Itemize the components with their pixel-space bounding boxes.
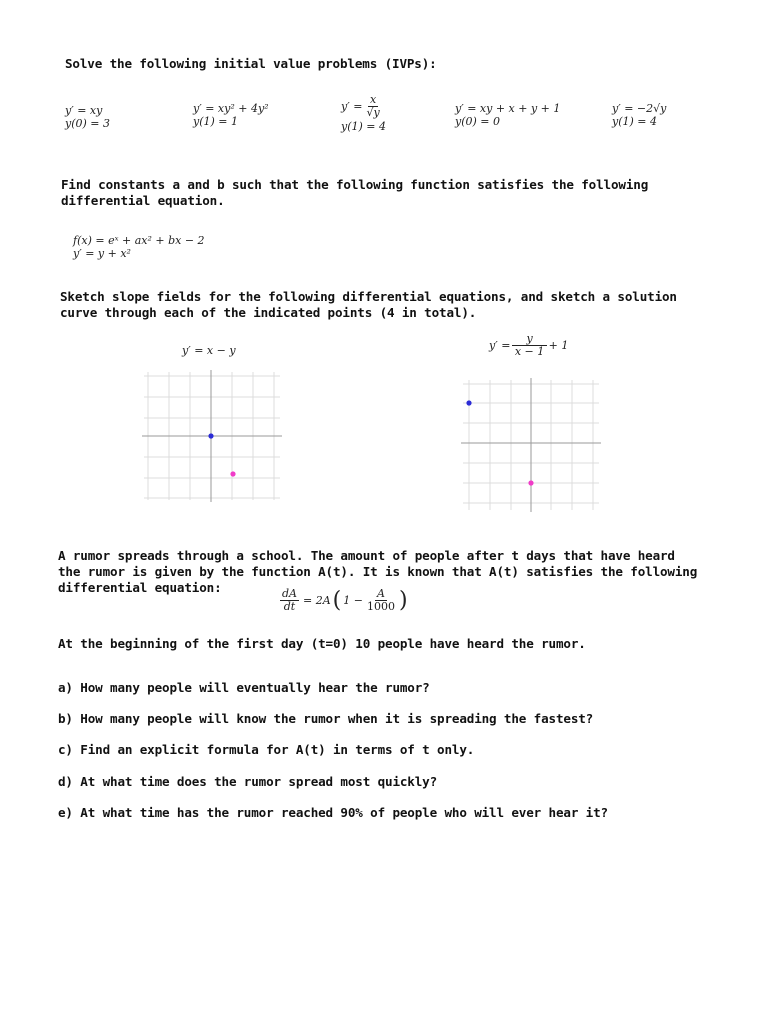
rumor-inner-fraction — [365, 588, 397, 613]
slope-field-heading-line-1: Sketch slope fields for the following differential equations, and sketch a solution — [60, 289, 677, 304]
ivp-1-initial-condition: y(0) = 3 — [65, 117, 111, 130]
ivp-1-equation: y′ = xy — [65, 104, 103, 117]
ivp-3-denominator: √y — [366, 106, 380, 119]
right-point-pink — [528, 480, 533, 485]
ivp-3-fraction — [364, 94, 381, 119]
ivp-3-initial-condition: y(1) = 4 — [341, 120, 387, 133]
question-c: c) Find an explicit formula for A(t) in terms of t only. — [58, 742, 475, 757]
right-slope-grid — [461, 378, 601, 512]
rumor-left-paren: ( — [332, 587, 342, 613]
rumor-intro-line-3: differential equation: — [58, 580, 222, 595]
function-differential-equation: y′ = y + x² — [73, 247, 131, 260]
constants-heading-line-1: Find constants a and b such that the following function satisfies the following — [61, 177, 649, 192]
right-slope-equation-lhs: y′ = — [489, 339, 511, 352]
constants-problem — [73, 234, 205, 260]
right-slope-denominator: x − 1 — [514, 345, 545, 358]
function-definition: f(x) = eˣ + ax² + bx − 2 — [73, 234, 205, 247]
rumor-lhs-fraction — [280, 588, 299, 613]
left-slope-equation: y′ = x − y — [182, 344, 236, 357]
ivp-3-equation-lhs: y′ = — [341, 100, 363, 113]
rumor-inner-denominator: 1000 — [366, 600, 395, 613]
question-d: d) At what time does the rumor spread most quickly? — [58, 774, 438, 789]
left-point-blue — [208, 433, 213, 438]
rumor-intro-line-1: A rumor spreads through a school. The amount of people after t days that have heard — [58, 548, 675, 563]
right-slope-equation — [489, 333, 568, 358]
rumor-lhs-numerator: dA — [282, 587, 297, 600]
right-point-blue — [466, 400, 471, 405]
right-slope-equation-rhs: + 1 — [548, 339, 569, 352]
ivp-5-initial-condition: y(1) = 4 — [612, 115, 658, 128]
rumor-right-paren: ) — [398, 587, 408, 613]
left-slope-grid — [142, 370, 282, 502]
rumor-inner-lhs: 1 − — [343, 594, 363, 607]
ivp-3-numerator: x — [369, 93, 377, 106]
question-a: a) How many people will eventually hear the rumor? — [58, 680, 430, 695]
right-slope-fraction — [512, 333, 546, 358]
ivp-3-equation — [341, 94, 386, 119]
left-point-pink — [230, 471, 235, 476]
constants-heading-line-2: differential equation. — [61, 193, 225, 208]
question-b: b) How many people will know the rumor when it is spreading the fastest? — [58, 711, 594, 726]
ivp-4-equation: y′ = xy + x + y + 1 — [455, 102, 561, 115]
ivp-5-equation: y′ = −2√y — [612, 102, 667, 115]
rumor-intro-line-2: the rumor is given by the function A(t). It is known that A(t) satisfies the following — [58, 564, 698, 579]
slope-field-heading — [60, 289, 677, 321]
question-e: e) At what time has the rumor reached 90% of people who will ever hear it? — [58, 805, 608, 820]
rumor-initial-condition: At the beginning of the first day (t=0) 10 people have heard the rumor. — [58, 636, 586, 651]
rumor-differential-equation — [280, 588, 408, 613]
constants-heading — [61, 177, 648, 209]
rumor-lhs-denominator: dt — [283, 600, 296, 613]
ivp-4-initial-condition: y(0) = 0 — [455, 115, 501, 128]
ivp-2 — [193, 102, 269, 128]
ivp-2-initial-condition: y(1) = 1 — [193, 115, 239, 128]
ivp-1 — [65, 104, 110, 130]
ivp-2-equation: y′ = xy² + 4y² — [193, 102, 269, 115]
ivp-3 — [341, 94, 386, 133]
ivp-4 — [455, 102, 560, 128]
rumor-inner-numerator: A — [376, 587, 385, 600]
slope-field-heading-line-2: curve through each of the indicated points (4 in total). — [60, 305, 477, 320]
rumor-equals-2a: = 2A — [303, 594, 331, 607]
ivp-heading: Solve the following initial value problems (IVPs): — [65, 56, 437, 71]
right-slope-numerator: y — [512, 333, 546, 346]
ivp-5 — [612, 102, 666, 128]
